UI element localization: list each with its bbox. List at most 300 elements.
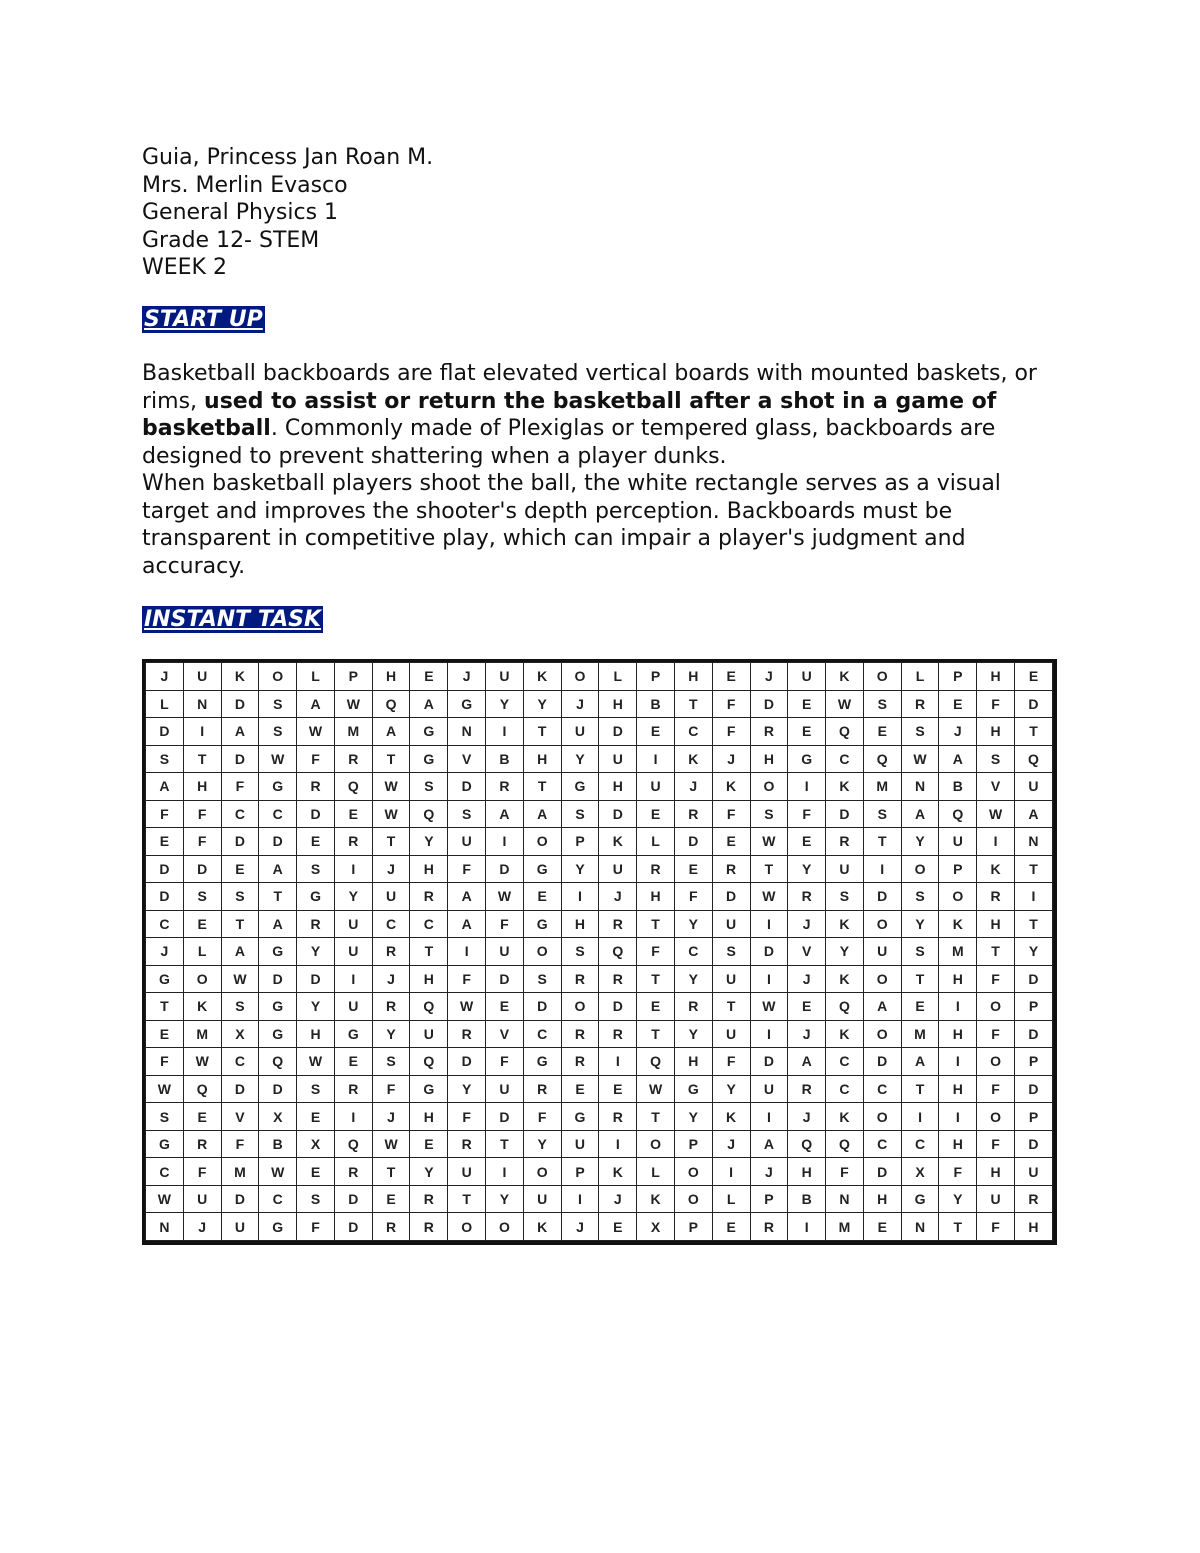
grid-cell: R (637, 855, 675, 883)
grid-cell: U (561, 718, 599, 746)
grid-cell: F (448, 965, 486, 993)
grid-cell: G (410, 745, 448, 773)
grid-cell: W (486, 883, 524, 911)
grid-cell: P (334, 663, 372, 691)
week-label: WEEK 2 (142, 255, 227, 280)
grid-cell: J (712, 745, 750, 773)
grid-cell: I (712, 1158, 750, 1186)
grid-cell: Q (863, 745, 901, 773)
grid-cell: G (561, 1103, 599, 1131)
grid-cell: C (146, 1158, 184, 1186)
grid-cell: D (183, 855, 221, 883)
grid-cell: G (146, 1130, 184, 1158)
paragraph-bold-text: used to assist or return the basketball after a shot in a game of basketball (142, 388, 997, 441)
grid-row (146, 1075, 1053, 1103)
grid-cell: W (334, 690, 372, 718)
grid-cell: O (637, 1130, 675, 1158)
grid-cell: Q (637, 1048, 675, 1076)
grid-row (146, 1130, 1053, 1158)
grid-cell: U (863, 938, 901, 966)
grid-cell: A (410, 690, 448, 718)
grid-cell: F (977, 1020, 1015, 1048)
grid-cell: H (1014, 1213, 1052, 1241)
grid-cell: L (637, 828, 675, 856)
grid-cell: E (297, 1103, 335, 1131)
grid-cell: E (788, 690, 826, 718)
grid-cell: Y (448, 1075, 486, 1103)
grid-cell: F (297, 1213, 335, 1241)
grid-cell: Q (826, 1130, 864, 1158)
grid-cell: O (977, 1048, 1015, 1076)
grid-cell: T (977, 938, 1015, 966)
grid-row (146, 800, 1053, 828)
grid-cell: Y (712, 1075, 750, 1103)
grid-cell: D (599, 993, 637, 1021)
grid-cell: J (599, 1185, 637, 1213)
grid-cell: U (334, 910, 372, 938)
grid-cell: E (146, 828, 184, 856)
grid-cell: O (486, 1213, 524, 1241)
grid-cell: Y (523, 690, 561, 718)
grid-cell: G (334, 1020, 372, 1048)
grid-cell: I (448, 938, 486, 966)
grid-cell: Y (788, 855, 826, 883)
grid-cell: F (788, 800, 826, 828)
grid-cell: E (334, 800, 372, 828)
grid-cell: X (259, 1103, 297, 1131)
grid-cell: U (977, 1185, 1015, 1213)
grid-cell: Q (183, 1075, 221, 1103)
grid-cell: F (977, 1075, 1015, 1103)
grid-cell: K (826, 1020, 864, 1048)
grid-cell: R (410, 1185, 448, 1213)
grid-cell: H (977, 910, 1015, 938)
grid-cell: T (750, 855, 788, 883)
grid-cell: I (977, 828, 1015, 856)
grid-cell: Y (486, 1185, 524, 1213)
grid-cell: E (712, 1213, 750, 1241)
grid-cell: T (637, 1020, 675, 1048)
grid-cell: F (146, 800, 184, 828)
grid-cell: P (1014, 1103, 1052, 1131)
grid-cell: S (146, 1103, 184, 1131)
grid-cell: Y (372, 1020, 410, 1048)
grid-cell: T (637, 910, 675, 938)
grid-cell: J (183, 1213, 221, 1241)
grid-cell: O (523, 938, 561, 966)
grid-cell: F (297, 745, 335, 773)
grid-cell: Y (297, 993, 335, 1021)
grid-cell: K (826, 663, 864, 691)
grid-cell: D (297, 965, 335, 993)
grid-row (146, 883, 1053, 911)
teacher-name: Mrs. Merlin Evasco (142, 172, 348, 198)
grid-cell: O (259, 663, 297, 691)
grid-cell: I (334, 965, 372, 993)
grid-cell: H (939, 965, 977, 993)
grid-cell: S (221, 883, 259, 911)
grid-row (146, 938, 1053, 966)
grid-cell: U (1014, 1158, 1052, 1186)
grid-cell: Q (939, 800, 977, 828)
grid-cell: I (863, 855, 901, 883)
grid-cell: M (183, 1020, 221, 1048)
grid-cell: J (674, 773, 712, 801)
grid-cell: W (146, 1075, 184, 1103)
grid-cell: U (448, 1158, 486, 1186)
grid-cell: M (221, 1158, 259, 1186)
grid-cell: A (901, 800, 939, 828)
grid-cell: D (863, 1158, 901, 1186)
grid-cell: S (561, 800, 599, 828)
grid-cell: T (1014, 718, 1052, 746)
grid-cell: U (183, 663, 221, 691)
grid-cell: F (712, 800, 750, 828)
grid-cell: R (448, 1130, 486, 1158)
grid-cell: E (599, 1075, 637, 1103)
grid-cell: I (939, 1103, 977, 1131)
grid-cell: I (599, 1130, 637, 1158)
grid-cell: D (146, 883, 184, 911)
grid-cell: R (486, 773, 524, 801)
grid-cell: U (486, 663, 524, 691)
grid-cell: N (901, 773, 939, 801)
grid-cell: Y (901, 828, 939, 856)
grid-cell: N (183, 690, 221, 718)
grid-cell: H (977, 718, 1015, 746)
grid-cell: G (259, 993, 297, 1021)
grid-cell: F (183, 828, 221, 856)
grid-cell: W (297, 1048, 335, 1076)
grid-cell: R (674, 800, 712, 828)
grid-cell: E (486, 993, 524, 1021)
grid-cell: I (334, 855, 372, 883)
grid-cell: H (599, 773, 637, 801)
grid-cell: G (561, 773, 599, 801)
grid-cell: T (939, 1213, 977, 1241)
grid-row (146, 690, 1053, 718)
grid-cell: F (221, 1130, 259, 1158)
grid-cell: J (712, 1130, 750, 1158)
grid-cell: F (183, 1158, 221, 1186)
grid-cell: J (788, 965, 826, 993)
grid-cell: W (372, 773, 410, 801)
grid-cell: Y (674, 910, 712, 938)
grid-cell: I (637, 745, 675, 773)
grid-cell: D (259, 828, 297, 856)
grid-cell: F (977, 1213, 1015, 1241)
grid-cell: U (448, 828, 486, 856)
grid-cell: H (863, 1185, 901, 1213)
grid-cell: O (863, 1020, 901, 1048)
grid-cell: C (826, 1075, 864, 1103)
grid-cell: W (259, 745, 297, 773)
grid-cell: L (712, 1185, 750, 1213)
grid-cell: Q (410, 800, 448, 828)
grid-cell: T (221, 910, 259, 938)
grid-cell: T (637, 965, 675, 993)
grid-cell: W (637, 1075, 675, 1103)
grid-cell: U (788, 663, 826, 691)
grid-cell: S (901, 718, 939, 746)
grid-cell: C (410, 910, 448, 938)
grid-cell: D (334, 1213, 372, 1241)
grid-cell: P (637, 663, 675, 691)
grid-cell: I (1014, 883, 1052, 911)
grid-cell: J (788, 910, 826, 938)
grid-row (146, 1103, 1053, 1131)
grid-cell: F (486, 910, 524, 938)
grid-cell: V (448, 745, 486, 773)
grid-cell: A (750, 1130, 788, 1158)
grid-cell: E (221, 855, 259, 883)
grid-cell: Q (259, 1048, 297, 1076)
grid-cell: W (146, 1185, 184, 1213)
grid-cell: A (221, 938, 259, 966)
grid-cell: J (372, 965, 410, 993)
grid-row (146, 1048, 1053, 1076)
grid-cell: E (637, 993, 675, 1021)
grid-cell: T (674, 690, 712, 718)
grid-cell: D (486, 855, 524, 883)
grid-cell: U (221, 1213, 259, 1241)
grid-cell: W (259, 1158, 297, 1186)
grid-cell: Q (334, 1130, 372, 1158)
grid-cell: S (146, 745, 184, 773)
grid-cell: Y (826, 938, 864, 966)
grid-cell: Q (826, 993, 864, 1021)
grid-cell: O (939, 883, 977, 911)
grid-cell: E (788, 993, 826, 1021)
grid-cell: R (599, 910, 637, 938)
grid-cell: R (826, 828, 864, 856)
grid-cell: Y (486, 690, 524, 718)
grid-cell: H (674, 663, 712, 691)
grid-cell: H (523, 745, 561, 773)
grid-cell: A (297, 690, 335, 718)
grid-cell: P (750, 1185, 788, 1213)
grid-cell: S (410, 773, 448, 801)
grid-cell: I (334, 1103, 372, 1131)
grid-cell: G (259, 1020, 297, 1048)
grid-cell: E (599, 1213, 637, 1241)
grid-cell: S (750, 800, 788, 828)
grid-cell: R (561, 1020, 599, 1048)
grid-cell: R (561, 965, 599, 993)
grid-row (146, 1158, 1053, 1186)
grid-cell: T (1014, 855, 1052, 883)
grid-cell: D (1014, 690, 1052, 718)
grid-cell: S (259, 690, 297, 718)
grid-cell: R (788, 1075, 826, 1103)
grid-cell: J (146, 938, 184, 966)
grid-cell: U (939, 828, 977, 856)
grid-cell: S (712, 938, 750, 966)
grid-cell: S (901, 883, 939, 911)
grid-cell: H (637, 883, 675, 911)
grid-cell: A (939, 745, 977, 773)
grid-cell: M (826, 1213, 864, 1241)
grid-cell: J (750, 663, 788, 691)
grid-cell: H (561, 910, 599, 938)
grid-cell: A (259, 910, 297, 938)
grid-cell: C (674, 938, 712, 966)
grid-cell: R (1014, 1185, 1052, 1213)
grid-cell: K (826, 965, 864, 993)
grid-cell: Q (599, 938, 637, 966)
grid-cell: D (221, 1075, 259, 1103)
grid-cell: H (977, 1158, 1015, 1186)
grid-cell: H (977, 663, 1015, 691)
grid-cell: G (259, 773, 297, 801)
grid-cell: Y (334, 883, 372, 911)
student-name: Guia, Princess Jan Roan M. (142, 145, 434, 170)
grid-cell: Y (523, 1130, 561, 1158)
grid-cell: C (863, 1075, 901, 1103)
grid-row (146, 910, 1053, 938)
grid-cell: O (561, 993, 599, 1021)
grid-cell: F (977, 965, 1015, 993)
grid-cell: E (334, 1048, 372, 1076)
grid-cell: D (221, 745, 259, 773)
grid-cell: S (561, 938, 599, 966)
grid-cell: A (1014, 800, 1052, 828)
grid-cell: O (977, 993, 1015, 1021)
grid-cell: D (146, 718, 184, 746)
grid-cell: W (750, 883, 788, 911)
grid-cell: P (674, 1213, 712, 1241)
grid-cell: E (372, 1185, 410, 1213)
grade-level: Grade 12- STEM (142, 227, 320, 253)
grid-cell: X (297, 1130, 335, 1158)
grid-cell: R (410, 883, 448, 911)
grid-cell: U (334, 938, 372, 966)
grid-cell: S (863, 800, 901, 828)
grid-row (146, 828, 1053, 856)
grid-cell: D (297, 800, 335, 828)
grid-cell: W (901, 745, 939, 773)
grid-cell: I (750, 910, 788, 938)
grid-cell: H (183, 773, 221, 801)
grid-cell: D (599, 718, 637, 746)
grid-cell: G (297, 883, 335, 911)
grid-cell: J (372, 1103, 410, 1131)
grid-cell: D (599, 800, 637, 828)
grid-cell: E (146, 1020, 184, 1048)
grid-cell: T (372, 828, 410, 856)
grid-cell: U (712, 910, 750, 938)
grid-cell: A (221, 718, 259, 746)
grid-cell: A (448, 910, 486, 938)
grid-row (146, 718, 1053, 746)
grid-cell: S (297, 855, 335, 883)
grid-cell: K (826, 1103, 864, 1131)
grid-cell: R (334, 1075, 372, 1103)
grid-cell: K (523, 663, 561, 691)
grid-cell: R (599, 1020, 637, 1048)
grid-cell: S (448, 800, 486, 828)
grid-cell: D (712, 883, 750, 911)
grid-cell: F (146, 1048, 184, 1076)
grid-cell: F (977, 1130, 1015, 1158)
grid-cell: A (146, 773, 184, 801)
grid-cell: E (410, 663, 448, 691)
grid-cell: T (410, 938, 448, 966)
grid-cell: R (372, 1213, 410, 1241)
grid-cell: Y (939, 1185, 977, 1213)
grid-cell: B (259, 1130, 297, 1158)
grid-cell: D (1014, 1020, 1052, 1048)
grid-cell: O (523, 828, 561, 856)
grid-cell: P (674, 1130, 712, 1158)
grid-cell: W (221, 965, 259, 993)
grid-cell: L (901, 663, 939, 691)
grid-cell: D (146, 855, 184, 883)
grid-cell: I (901, 1103, 939, 1131)
grid-cell: E (297, 828, 335, 856)
grid-cell: B (637, 690, 675, 718)
grid-cell: X (901, 1158, 939, 1186)
grid-cell: H (750, 745, 788, 773)
grid-cell: L (637, 1158, 675, 1186)
grid-cell: N (146, 1213, 184, 1241)
grid-cell: O (183, 965, 221, 993)
grid-cell: E (863, 1213, 901, 1241)
grid-cell: F (712, 1048, 750, 1076)
grid-cell: S (863, 690, 901, 718)
grid-cell: U (561, 1130, 599, 1158)
grid-cell: O (863, 663, 901, 691)
grid-cell: G (523, 910, 561, 938)
grid-cell: F (826, 1158, 864, 1186)
grid-cell: F (183, 800, 221, 828)
grid-cell: C (523, 1020, 561, 1048)
grid-cell: F (712, 690, 750, 718)
grid-cell: T (712, 993, 750, 1021)
paragraph-text-1: Basketball backboards are flat elevated vertical boards with mounted baskets, or rims, (142, 361, 1037, 414)
grid-cell: C (901, 1130, 939, 1158)
grid-cell: S (297, 1075, 335, 1103)
grid-cell: Q (334, 773, 372, 801)
grid-cell: D (750, 690, 788, 718)
grid-cell: U (410, 1020, 448, 1048)
grid-cell: N (901, 1213, 939, 1241)
grid-cell: A (486, 800, 524, 828)
grid-cell: F (372, 1075, 410, 1103)
grid-cell: W (297, 718, 335, 746)
start-up-heading: START UP (144, 307, 263, 332)
grid-row (146, 993, 1053, 1021)
grid-cell: U (334, 993, 372, 1021)
grid-cell: S (901, 938, 939, 966)
grid-row (146, 745, 1053, 773)
grid-cell: K (977, 855, 1015, 883)
subject: General Physics 1 (142, 200, 339, 225)
grid-cell: Y (674, 965, 712, 993)
paragraph-text-3: When basketball players shoot the ball, the white rectangle serves as a visual target and improves the shooter's depth perception. Backboards must be transparent in competitive play, which can impair a player's judgment and accuracy. (142, 471, 1001, 579)
grid-cell: A (448, 883, 486, 911)
grid-cell: J (599, 883, 637, 911)
grid-cell: O (863, 910, 901, 938)
grid-cell: E (939, 690, 977, 718)
grid-cell: M (939, 938, 977, 966)
grid-cell: G (259, 1213, 297, 1241)
grid-cell: S (523, 965, 561, 993)
grid-cell: P (561, 828, 599, 856)
grid-cell: U (486, 1075, 524, 1103)
grid-cell: R (901, 690, 939, 718)
grid-cell: F (977, 690, 1015, 718)
